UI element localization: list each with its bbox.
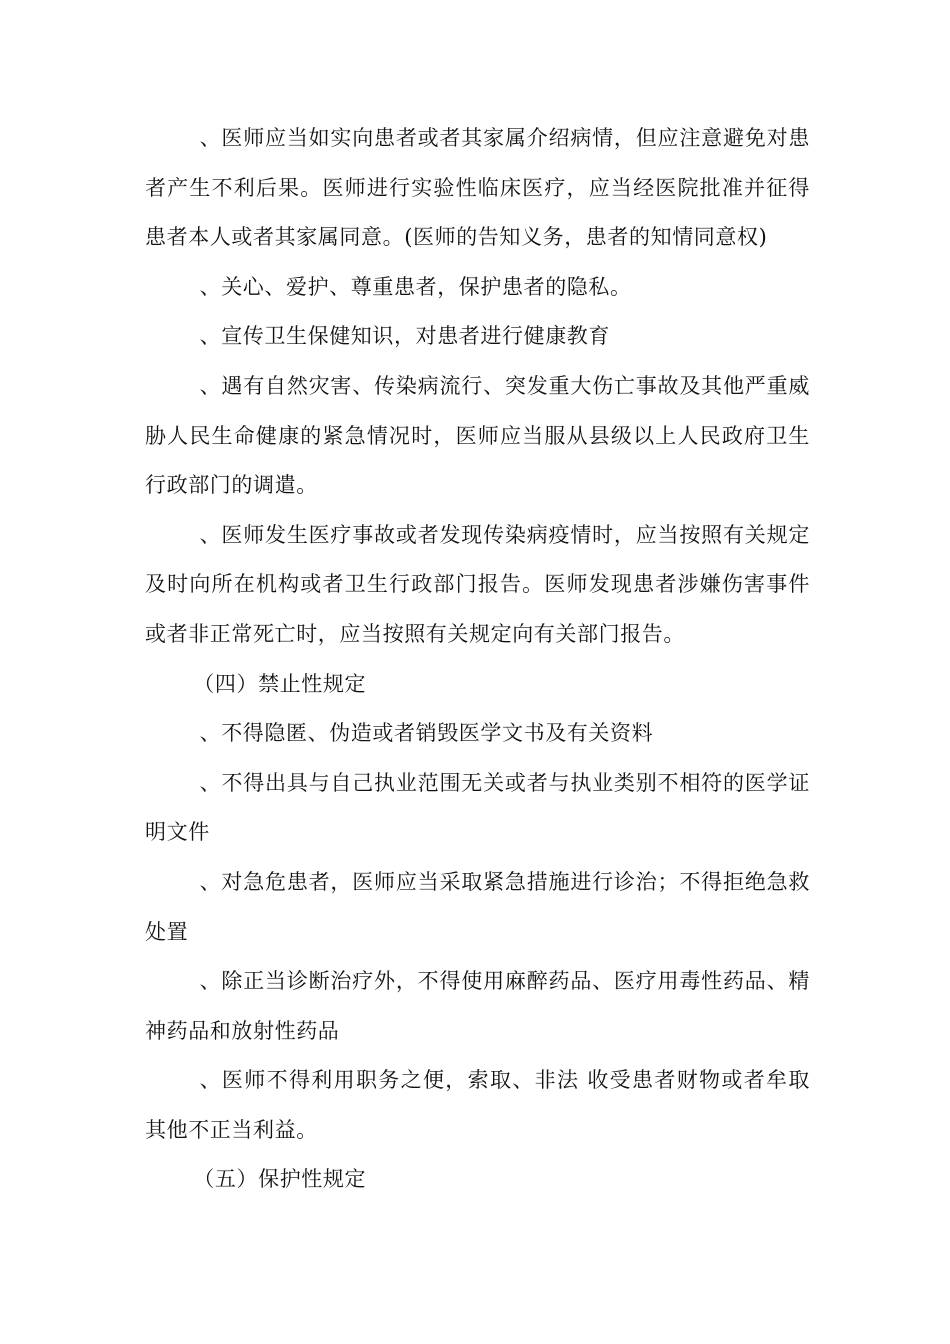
paragraph-no-bribery: 、医师不得利用职务之便，索取、非法 收受患者财物或者牟取其他不正当利益。 [145, 1068, 810, 1142]
paragraph-incident-reporting: 、医师发生医疗事故或者发现传染病疫情时，应当按照有关规定及时向所在机构或者卫生行政部门报告。医师发现患者涉嫌伤害事件或者非正常死亡时，应当按照有关规定向有关部门报告。 [145, 522, 810, 646]
paragraph-patient-privacy: 、关心、爱护、尊重患者，保护患者的隐私。 [199, 274, 632, 299]
document-body [145, 114, 810, 1205]
paragraph-controlled-drugs: 、除正当诊断治疗外，不得使用麻醉药品、医疗用毒性药品、精神药品和放射性药品 [145, 969, 810, 1043]
paragraph-no-improper-certificates: 、不得出具与自己执业范围无关或者与执业类别不相符的医学证明文件 [145, 770, 810, 845]
paragraph-emergency-dispatch: 、遇有自然灾害、传染病流行、突发重大伤亡事故及其他严重威胁人民生命健康的紧急情况时，医师应当服从县级以上人民政府卫生行政部门的调遣。 [145, 373, 810, 498]
section-heading-prohibitions: （四）禁止性规定 [193, 671, 367, 696]
paragraph-health-education: 、宣传卫生保健知识，对患者进行健康教育 [199, 324, 610, 349]
paragraph-doctor-disclosure: 、医师应当如实向患者或者其家属介绍病情，但应注意避免对患者产生不利后果。医师进行实验性临床医疗，应当经医院批准并征得患者本人或者其家属同意。(医师的告知义务，患者的知情同意权) [145, 126, 810, 250]
paragraph-no-falsify-records: 、不得隐匿、伪造或者销毁医学文书及有关资料 [199, 721, 654, 746]
section-heading-protections: （五）保护性规定 [193, 1167, 367, 1192]
paragraph-emergency-treatment: 、对急危患者，医师应当采取紧急措施进行诊治；不得拒绝急救处置 [145, 869, 810, 944]
